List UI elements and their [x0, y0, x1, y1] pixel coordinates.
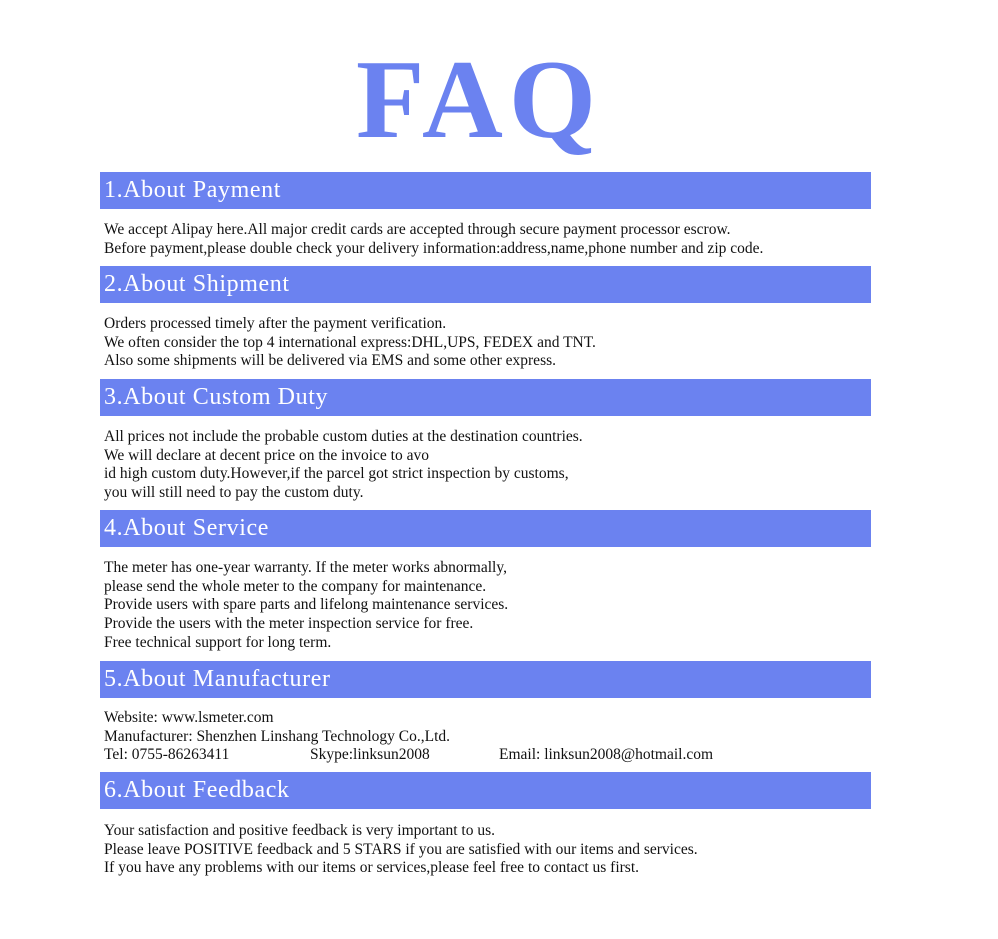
shipment-line: Also some shipments will be delivered via EMS and some other express. — [104, 352, 557, 370]
section-heading-payment: 1.About Payment — [100, 172, 871, 209]
service-line: The meter has one-year warranty. If the meter works abnormally, — [104, 559, 507, 576]
section-heading-manufacturer: 5.About Manufacturer — [100, 661, 871, 698]
section-heading-service: 4.About Service — [100, 510, 871, 547]
custom-duty-line: id high custom duty.However,if the parcel got strict inspection by customs, — [104, 465, 569, 483]
section-body-shipment — [104, 315, 984, 371]
service-line: Provide users with spare parts and lifelong maintenance services. — [104, 596, 509, 614]
section-heading-feedback: 6.About Feedback — [100, 772, 871, 809]
section-heading-shipment: 2.About Shipment — [100, 266, 871, 303]
contact-skype: Skype:linksun2008 — [310, 746, 430, 764]
section-body-service — [104, 559, 984, 653]
feedback-line: Please leave POSITIVE feedback and 5 STARS if you are satisfied with our items and services. — [104, 840, 698, 858]
page-title: FAQ — [355, 38, 603, 162]
feedback-line: If you have any problems with our items or services,please feel free to contact us first. — [104, 859, 639, 877]
section-body-custom-duty — [104, 428, 984, 503]
manufacturer-name: Manufacturer: Shenzhen Linshang Technology Co.,Ltd. — [104, 727, 451, 745]
custom-duty-line: All prices not include the probable custom duties at the destination countries. — [104, 428, 583, 445]
section-body-manufacturer — [104, 709, 984, 765]
manufacturer-website: Website: www.lsmeter.com — [104, 709, 274, 726]
contact-line — [104, 746, 984, 765]
contact-email: Email: linksun2008@hotmail.com — [499, 746, 714, 764]
service-line: Free technical support for long term. — [104, 633, 332, 651]
feedback-line: Your satisfaction and positive feedback is very important to us. — [104, 822, 496, 839]
service-line: Provide the users with the meter inspection service for free. — [104, 615, 474, 633]
shipment-line: Orders processed timely after the payment verification. — [104, 315, 447, 332]
custom-duty-line: We will declare at decent price on the invoice to avo — [104, 446, 429, 464]
payment-line: We accept Alipay here.All major credit cards are accepted through secure payment processor escrow. — [104, 221, 731, 238]
section-heading-custom-duty: 3.About Custom Duty — [100, 379, 871, 416]
section-body-payment — [104, 221, 984, 258]
shipment-line: We often consider the top 4 international express:DHL,UPS, FEDEX and TNT. — [104, 333, 596, 351]
section-body-feedback — [104, 822, 984, 878]
payment-line: Before payment,please double check your delivery information:address,name,phone number and zip code. — [104, 239, 764, 257]
custom-duty-line: you will still need to pay the custom duty. — [104, 484, 364, 502]
contact-tel: Tel: 0755-86263411 — [104, 746, 230, 764]
service-line: please send the whole meter to the company for maintenance. — [104, 577, 487, 595]
